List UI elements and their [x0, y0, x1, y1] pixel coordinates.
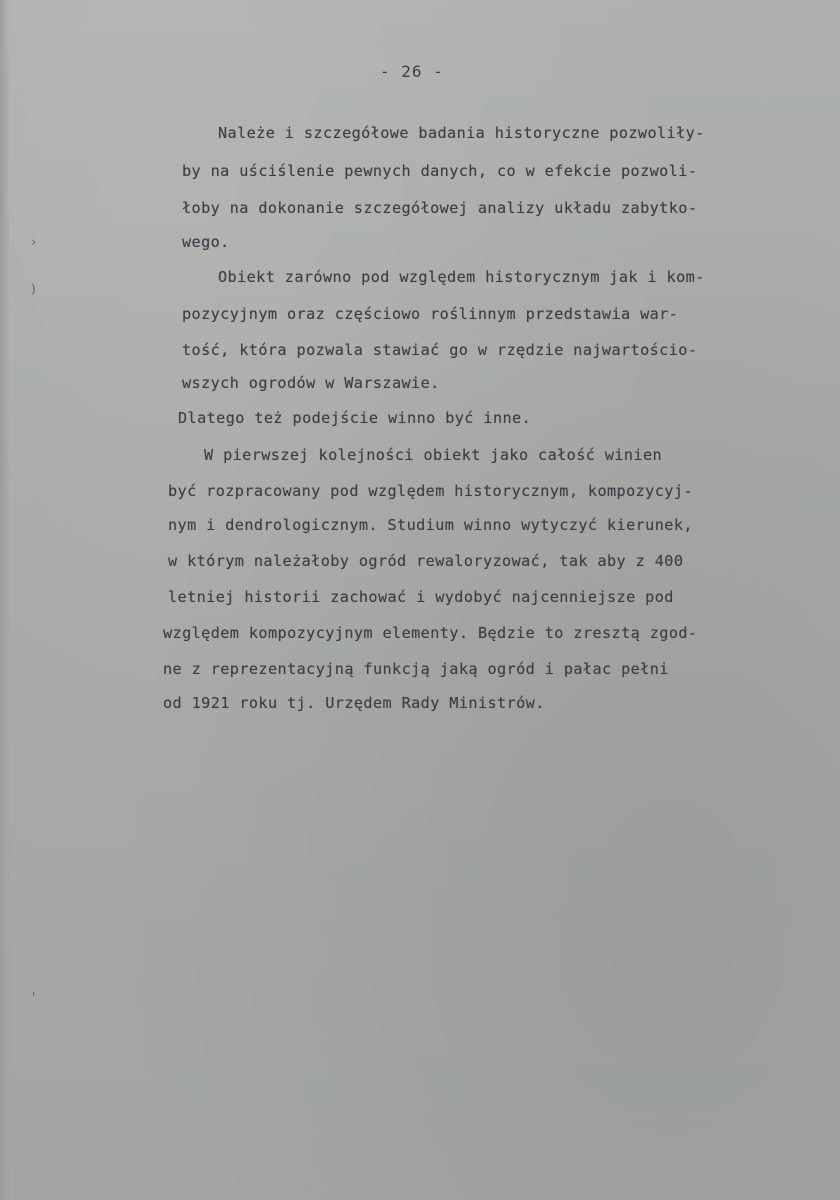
text-line: wszych ogrodów w Warszawie.: [182, 374, 440, 392]
text-line: Należe i szczegółowe badania historyczne pozwoliły-: [218, 124, 705, 142]
text-line: nym i dendrologicznym. Studium winno wytyczyć kierunek,: [168, 516, 693, 534]
text-line: w którym należałoby ogród rewaloryzować, tak aby z 400: [168, 552, 684, 570]
text-line: Obiekt zarówno pod względem historycznym jak i kom-: [218, 268, 705, 286]
text-line: od 1921 roku tj. Urzędem Rady Ministrów.: [163, 694, 545, 712]
text-line: względem kompozycyjnym elementy. Będzie to zresztą zgod-: [163, 624, 698, 642]
text-line: letniej historii zachować i wydobyć najcenniejsze pod: [168, 588, 674, 606]
text-line: Dlatego też podejście winno być inne.: [178, 409, 532, 427]
paper-edge: [0, 0, 10, 1200]
margin-mark: ): [30, 282, 38, 296]
text-line: łoby na dokonanie szczegółowej analizy układu zabytko-: [182, 199, 698, 217]
text-line: być rozpracowany pod względem historycznym, kompozycyj-: [168, 482, 693, 500]
text-line: pozycyjnym oraz częściowo roślinnym przedstawia war-: [182, 305, 679, 323]
margin-mark: ›: [30, 235, 38, 249]
margin-mark: ': [30, 990, 38, 1004]
text-line: tość, która pozwala stawiać go w rzędzie najwartościo-: [182, 341, 698, 359]
page-number: - 26 -: [380, 62, 444, 81]
text-line: by na uściślenie pewnych danych, co w efekcie pozwoli-: [182, 162, 698, 180]
text-line: W pierwszej kolejności obiekt jako całość winien: [204, 446, 663, 464]
text-line: wego.: [182, 233, 230, 251]
text-line: ne z reprezentacyjną funkcją jaką ogród i pałac pełni: [163, 660, 669, 678]
